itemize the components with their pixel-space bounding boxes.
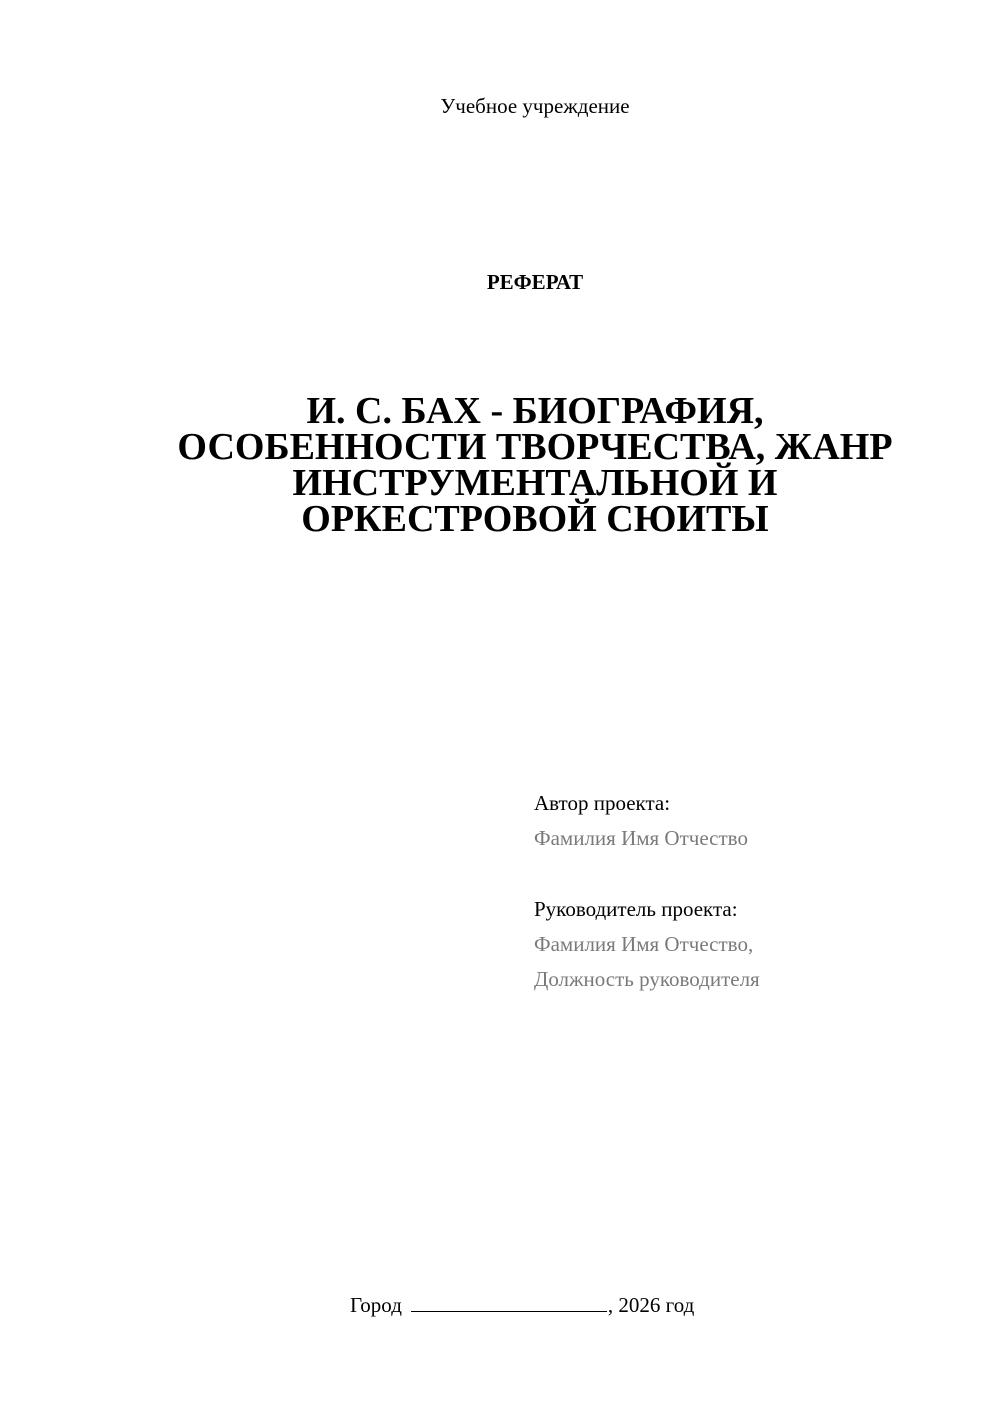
- supervisor-position: Должность руководителя: [534, 967, 760, 991]
- city-label: Город: [350, 1293, 402, 1317]
- supervisor-name: Фамилия Имя Отчество,: [534, 932, 754, 956]
- institution-name: Учебное учреждение: [440, 94, 630, 118]
- title-line: ОРКЕСТРОВОЙ СЮИТЫ: [301, 498, 769, 540]
- author-name: Фамилия Имя Отчество: [534, 826, 748, 850]
- supervisor-label: Руководитель проекта:: [534, 897, 738, 921]
- supervisor-block: [534, 892, 954, 997]
- title-line: И. С. БАХ - БИОГРАФИЯ,: [306, 390, 764, 432]
- title-line: ОСОБЕННОСТИ ТВОРЧЕСТВА, ЖАНР: [177, 426, 893, 468]
- document-title: [120, 390, 950, 540]
- author-label: Автор проекта:: [534, 791, 671, 815]
- title-line: ИНСТРУМЕНТАЛЬНОЙ И: [292, 462, 778, 504]
- document-type: РЕФЕРАТ: [486, 270, 584, 294]
- author-block: [534, 786, 954, 856]
- year-text: , 2026 год: [607, 1293, 695, 1317]
- city-blank-line: [411, 1291, 607, 1312]
- city-year-line: [350, 1290, 694, 1320]
